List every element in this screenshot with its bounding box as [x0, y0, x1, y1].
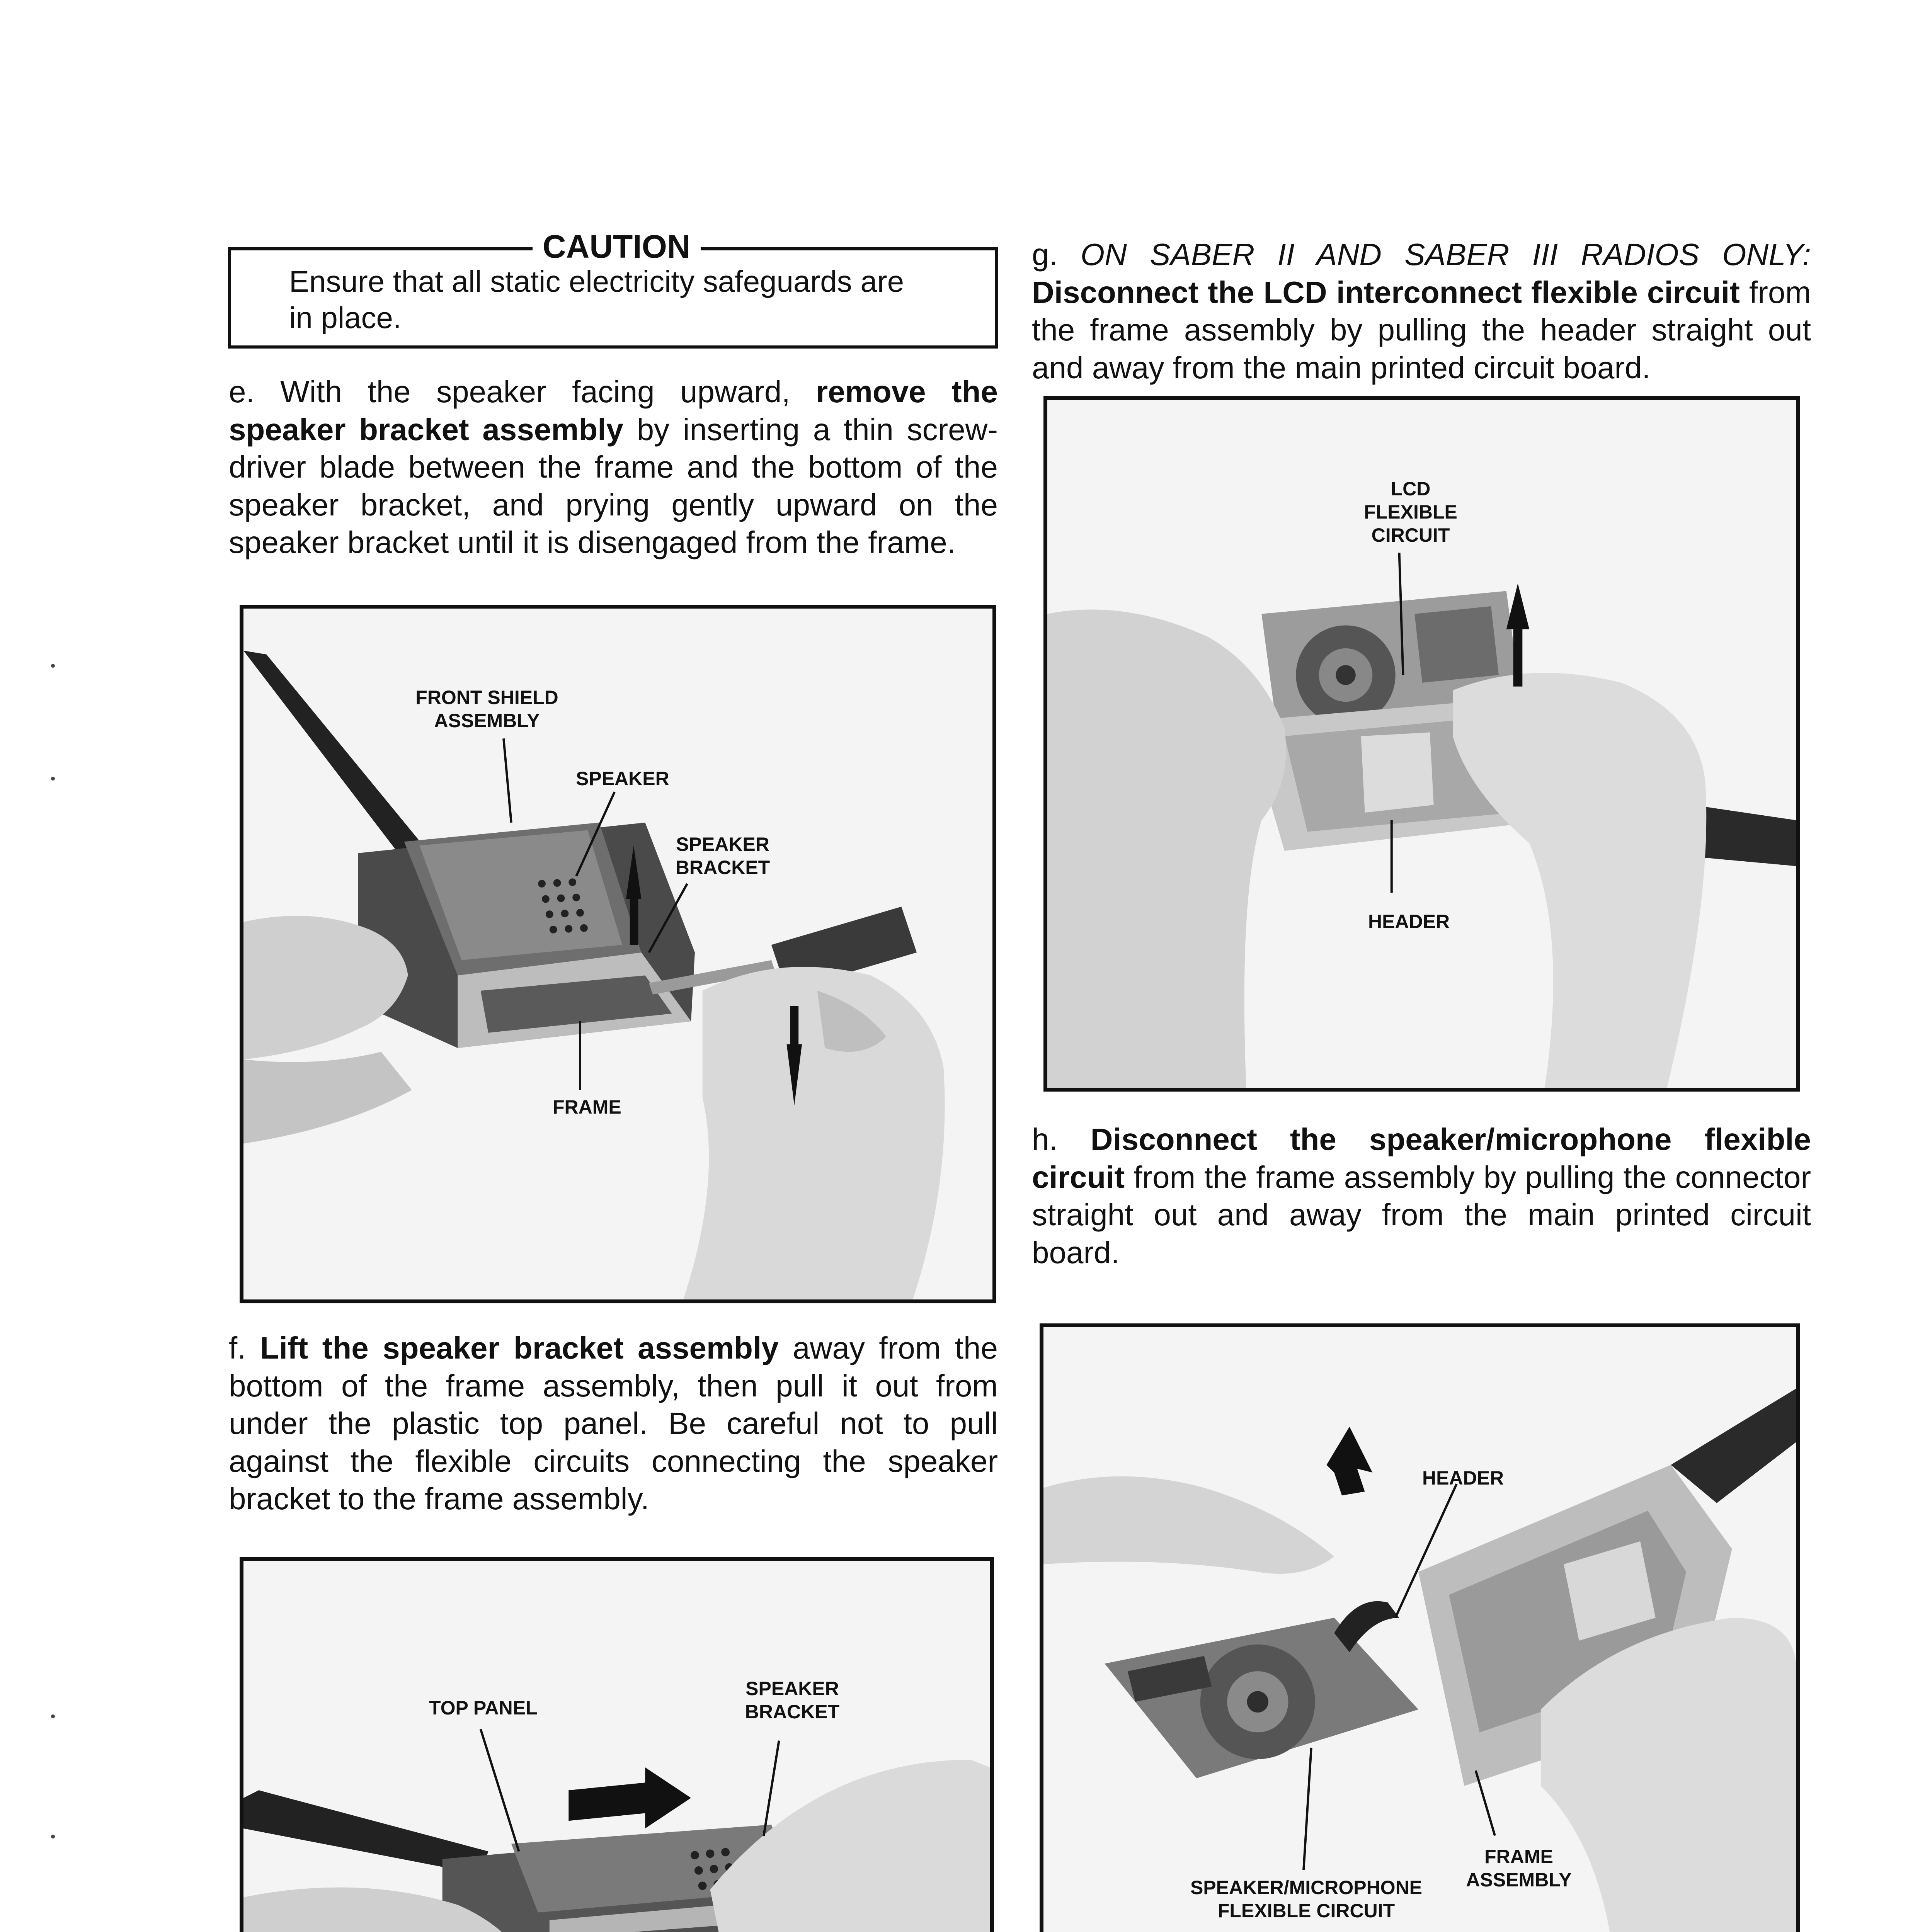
step-prefix: g.: [1032, 237, 1058, 272]
step-text: by inserting a thin screw-driver blade between the frame and the bottom of the speaker bracket, and prying gently upward on the speaker bracket until it is disengaged from the frame.: [229, 412, 998, 560]
figure-speaker-mic-flex-disconnect: [1040, 1323, 1800, 1932]
step-emphasis: remove the speaker bracket assembly: [229, 374, 998, 447]
step-emphasis: Lift the speaker bracket assembly: [260, 1331, 779, 1365]
step-prefix: f.: [229, 1331, 246, 1365]
step-model-note: ON SABER II AND SABER III RADIOS ONLY:: [1080, 237, 1811, 272]
step-prefix: e.: [229, 374, 255, 409]
step-emphasis: Disconnect the LCD interconnect flexible circuit: [1032, 275, 1740, 310]
step-e-paragraph: [229, 373, 998, 561]
label-top-panel: TOP PANEL: [429, 1697, 538, 1719]
label-front-shield-assembly: FRONT SHIELD ASSEMBLY: [415, 687, 558, 731]
label-speaker-bracket: SPEAKER BRACKET: [745, 1678, 840, 1723]
step-h-paragraph: [1032, 1121, 1811, 1271]
label-speaker-bracket: SPEAKER BRACKET: [675, 833, 770, 878]
margin-dot: [51, 664, 55, 668]
figure-photo: [243, 1561, 990, 1932]
caution-title: CAUTION: [533, 230, 701, 263]
figure-photo: [243, 609, 992, 1299]
step-text: away from the bottom of the frame assembly, then pull it out from under the plastic top panel. Be careful not to pull against the flexible circuits connecting the speaker bracket to the frame assembly.: [229, 1331, 998, 1516]
label-header: HEADER: [1422, 1467, 1504, 1489]
figure-lift-speaker-bracket: [240, 1557, 994, 1932]
label-speaker: SPEAKER: [576, 768, 669, 789]
step-emphasis: Disconnect the speaker/microphone flexible circuit: [1032, 1122, 1811, 1194]
step-text: from the frame assembly by pulling the connector straight out and away from the main printed circuit board.: [1032, 1160, 1811, 1270]
caution-text-line: in place.: [289, 301, 402, 335]
step-text: With the speaker facing upward,: [280, 374, 790, 409]
step-text: from the frame assembly by pulling the header straight out and away from the main printed circuit board.: [1032, 275, 1811, 385]
step-g-paragraph: [1032, 236, 1811, 386]
label-frame: FRAME: [553, 1096, 621, 1118]
margin-dot: [51, 777, 55, 781]
margin-dot: [51, 1714, 55, 1718]
figure-photo: [1043, 1327, 1796, 1932]
caution-box-top: [228, 228, 998, 349]
label-lcd-flexible-circuit: LCD FLEXIBLE CIRCUIT: [1364, 478, 1457, 546]
caution-text-line: Ensure that all static electricity safeguards are: [289, 264, 904, 298]
label-speaker-microphone-flexible-circuit: SPEAKER/MICROPHONE FLEXIBLE CIRCUIT: [1190, 1877, 1423, 1922]
label-frame-assembly: FRAME ASSEMBLY: [1466, 1846, 1572, 1891]
label-header: HEADER: [1368, 911, 1450, 932]
figure-lcd-flex-disconnect: [1043, 396, 1800, 1092]
step-f-paragraph: [229, 1329, 998, 1518]
margin-dot: [51, 1835, 55, 1838]
figure-speaker-bracket-removal: [240, 605, 996, 1303]
step-prefix: h.: [1032, 1122, 1058, 1156]
